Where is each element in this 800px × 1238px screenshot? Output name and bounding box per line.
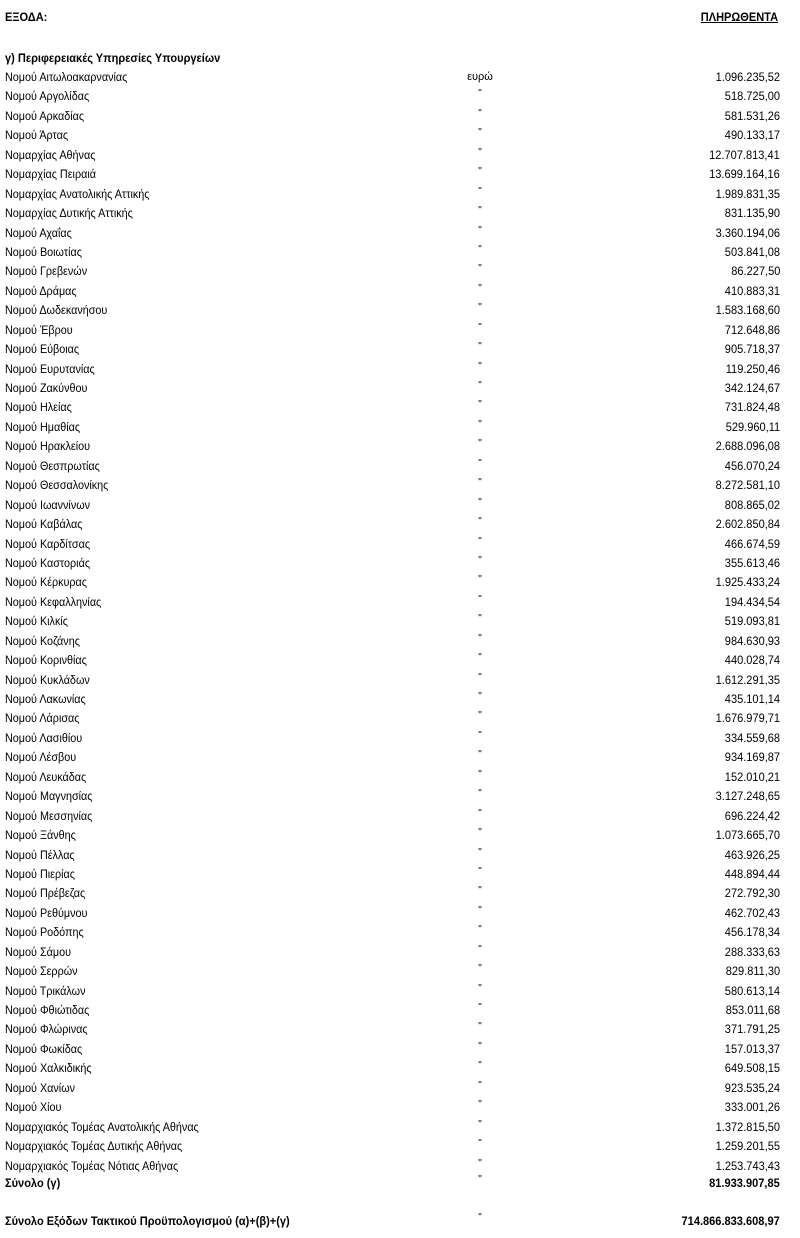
table-row (0, 943, 800, 962)
section-total-unit: " (478, 1174, 482, 1185)
grand-total-row (0, 1211, 800, 1231)
row-amount: 1.096.235,52 (715, 70, 780, 84)
section-total-amount: 81.933.907,85 (709, 1176, 780, 1190)
row-unit: " (478, 477, 482, 489)
row-name: Νομού Γρεβενών (5, 264, 88, 279)
row-unit: " (478, 710, 482, 722)
row-amount: 649.508,15 (724, 1061, 780, 1076)
grand-total-label: Σύνολο Εξόδων Τακτικού Προϋπολογισμού (α)+(β)+(γ) (5, 1214, 290, 1228)
row-unit: " (478, 88, 482, 100)
row-unit: " (478, 282, 482, 294)
row-amount: 435.101,14 (724, 692, 780, 706)
row-name: Νομού Εύβοιας (5, 342, 80, 357)
table-row (0, 496, 800, 515)
table-row (0, 651, 800, 670)
row-amount: 463.926,25 (724, 847, 780, 862)
row-name: Νομού Λάρισας (5, 711, 80, 726)
row-name: Νομού Ηλείας (5, 400, 72, 415)
row-name: Νομού Έβρου (5, 322, 73, 337)
table-row (0, 826, 800, 845)
table-row (0, 204, 800, 223)
row-name: Νομού Κοζάνης (5, 633, 80, 648)
row-amount: 1.676.979,71 (715, 711, 780, 726)
row-name: Νομού Λευκάδας (5, 769, 87, 784)
row-unit: " (478, 1040, 482, 1052)
table-row (0, 748, 800, 767)
table-row (0, 554, 800, 573)
row-amount: 503.841,08 (724, 244, 780, 259)
table-row (0, 768, 800, 787)
row-name: Νομού Λακωνίας (5, 692, 86, 706)
table-row (0, 1137, 800, 1156)
row-amount: 581.531,26 (724, 108, 780, 123)
table-row (0, 243, 800, 262)
row-amount: 731.824,48 (724, 400, 780, 415)
row-name: Νομού Φθιώτιδας (5, 1003, 90, 1017)
row-amount: 8.272.581,10 (715, 478, 780, 493)
row-amount: 1.612.291,35 (715, 672, 780, 687)
table-row (0, 671, 800, 690)
row-name: Νομού Λέσβου (5, 750, 77, 765)
row-name: Νομαρχίας Δυτικής Αττικής (5, 206, 133, 221)
row-unit: " (478, 768, 482, 780)
table-row (0, 1001, 800, 1020)
table-row (0, 1118, 800, 1137)
row-unit: " (478, 982, 482, 994)
row-unit: " (478, 107, 482, 119)
row-unit: " (478, 613, 482, 625)
row-amount: 456.070,24 (724, 458, 780, 473)
row-name: Νομού Κέρκυρας (5, 575, 88, 590)
row-amount: 333.001,26 (724, 1100, 780, 1115)
row-amount: 1.925.433,24 (715, 575, 780, 590)
row-unit: " (478, 1099, 482, 1111)
table-row (0, 146, 800, 165)
table-row (0, 729, 800, 748)
table-row (0, 126, 800, 145)
row-unit: " (478, 146, 482, 158)
table-row (0, 982, 800, 1001)
row-amount: 448.894,44 (724, 866, 780, 881)
table-row (0, 68, 800, 87)
row-name: Νομού Χαλκιδικής (5, 1061, 92, 1076)
row-amount: 410.883,31 (724, 283, 780, 298)
table-row (0, 865, 800, 884)
expenses-heading: ΕΞΟΔΑ: (5, 10, 48, 24)
row-amount: 466.674,59 (724, 536, 780, 551)
row-unit: " (478, 1138, 482, 1150)
row-unit: " (478, 205, 482, 217)
row-name: Νομού Κορινθίας (5, 653, 87, 668)
row-amount: 86.227,50 (730, 264, 780, 279)
row-amount: 529.960,11 (725, 419, 780, 434)
row-amount: 12.707.813,41 (709, 147, 780, 162)
table-row (0, 632, 800, 651)
row-amount: 829.811,30 (725, 964, 780, 979)
row-unit: " (478, 166, 482, 178)
row-amount: 157.013,37 (724, 1041, 780, 1056)
table-row (0, 476, 800, 495)
row-name: Νομού Καστοριάς (5, 555, 91, 570)
row-unit: " (478, 243, 482, 255)
row-amount: 580.613,14 (724, 983, 780, 998)
row-amount: 1.259.201,55 (715, 1139, 780, 1154)
row-name: Νομαρχίας Πειραιά (5, 167, 96, 182)
row-unit: " (478, 418, 482, 430)
row-amount: 518.725,00 (724, 89, 780, 104)
row-unit: " (478, 399, 482, 411)
row-amount: 152.010,21 (724, 769, 780, 784)
row-amount: 440.028,74 (724, 653, 780, 668)
row-unit: " (478, 341, 482, 353)
row-amount: 119.250,46 (725, 361, 780, 376)
row-unit: " (478, 1118, 482, 1130)
row-name: Νομού Κεφαλληνίας (5, 594, 102, 609)
row-name: Νομού Ζακύνθου (5, 381, 88, 395)
row-amount: 905.718,37 (724, 342, 780, 357)
grand-total-amount: 714.866.833.608,97 (681, 1214, 780, 1228)
row-unit: " (478, 1157, 482, 1169)
section-total-label: Σύνολο (γ) (5, 1176, 61, 1190)
table-row (0, 904, 800, 923)
row-amount: 519.093,81 (724, 614, 780, 629)
table-row (0, 593, 800, 612)
row-name: Νομού Σάμου (5, 944, 72, 959)
row-amount: 1.583.168,60 (715, 303, 780, 318)
row-name: Νομού Πιερίας (5, 866, 75, 881)
row-unit: " (478, 691, 482, 702)
table-row (0, 262, 800, 281)
table-row (0, 962, 800, 981)
table-row (0, 690, 800, 709)
row-amount: 1.989.831,35 (715, 186, 780, 201)
table-row (0, 807, 800, 826)
table-row (0, 884, 800, 903)
row-amount: 853.011,68 (725, 1003, 780, 1017)
row-unit: " (478, 652, 482, 664)
row-unit: " (478, 535, 482, 547)
row-name: Νομού Ρεθύμνου (5, 905, 88, 920)
row-amount: 2.688.096,08 (715, 439, 780, 454)
row-name: Νομού Καβάλας (5, 517, 83, 532)
table-row (0, 457, 800, 476)
table-row (0, 360, 800, 379)
table-row (0, 1040, 800, 1059)
row-name: Νομού Αργολίδας (5, 89, 90, 104)
row-unit: " (478, 846, 482, 858)
row-amount: 808.865,02 (724, 497, 780, 512)
row-name: Νομού Αχαΐας (5, 225, 72, 240)
row-unit: " (478, 496, 482, 508)
table-row (0, 321, 800, 340)
row-unit: " (478, 788, 482, 800)
row-name: Νομού Κυκλάδων (5, 672, 90, 687)
table-row (0, 1079, 800, 1098)
row-name: Νομού Ευρυτανίας (5, 361, 95, 376)
table-row (0, 165, 800, 184)
row-amount: 831.135,90 (724, 206, 780, 221)
table-row (0, 923, 800, 942)
row-unit: " (478, 807, 482, 819)
row-unit: ευρώ (467, 71, 493, 83)
row-unit: " (478, 1021, 482, 1033)
row-name: Νομού Λασιθίου (5, 730, 83, 745)
table-row (0, 515, 800, 534)
row-unit: " (478, 865, 482, 877)
table-row (0, 709, 800, 728)
row-amount: 334.559,68 (724, 730, 780, 745)
row-unit: " (478, 924, 482, 936)
table-row (0, 418, 800, 437)
row-amount: 923.535,24 (724, 1080, 780, 1095)
row-amount: 194.434,54 (724, 594, 780, 609)
row-unit: " (478, 457, 482, 469)
row-unit: " (478, 360, 482, 372)
row-unit: " (478, 904, 482, 916)
row-amount: 272.792,30 (724, 886, 780, 901)
table-row (0, 107, 800, 126)
row-name: Νομού Ηρακλείου (5, 439, 91, 454)
row-amount: 288.333,63 (724, 944, 780, 959)
row-amount: 462.702,43 (724, 905, 780, 920)
table-row (0, 535, 800, 554)
row-name: Νομού Ιωαννίνων (5, 497, 91, 512)
table-row (0, 282, 800, 301)
row-unit: " (478, 729, 482, 741)
row-amount: 371.791,25 (724, 1022, 780, 1037)
row-unit: " (478, 554, 482, 566)
row-unit: " (478, 185, 482, 197)
row-amount: 2.602.850,84 (715, 517, 780, 532)
row-amount: 3.127.248,65 (715, 789, 780, 804)
row-unit: " (478, 321, 482, 333)
table-row (0, 301, 800, 320)
row-name: Νομού Καρδίτσας (5, 536, 91, 551)
row-unit: " (478, 438, 482, 450)
section-total-row (0, 1173, 800, 1193)
row-name: Νομαρχιακός Τομέας Ανατολικής Αθήνας (5, 1119, 199, 1134)
row-name: Νομού Ξάνθης (5, 828, 76, 843)
row-name: Νομού Αρκαδίας (5, 108, 85, 123)
row-unit: " (478, 1002, 482, 1013)
row-amount: 712.648,86 (724, 322, 780, 337)
row-name: Νομού Χίου (5, 1100, 62, 1115)
row-name: Νομού Χανίων (5, 1080, 76, 1095)
row-name: Νομού Ροδόπης (5, 925, 84, 940)
row-amount: 696.224,42 (724, 808, 780, 823)
table-row (0, 846, 800, 865)
row-unit: " (478, 671, 482, 683)
row-name: Νομού Σερρών (5, 964, 78, 979)
table-row (0, 87, 800, 106)
row-name: Νομού Πρέβεζας (5, 886, 86, 901)
row-unit: " (478, 749, 482, 761)
table-row (0, 224, 800, 243)
row-name: Νομού Μαγνησίας (5, 789, 93, 804)
row-name: Νομού Πέλλας (5, 847, 75, 862)
row-name: Νομού Φλώρινας (5, 1022, 88, 1037)
row-amount: 490.133,17 (724, 128, 780, 143)
row-amount: 13.699.164,16 (709, 167, 780, 182)
paid-column-heading: ΠΛΗΡΩΘΕΝΤΑ (700, 10, 778, 24)
table-row (0, 340, 800, 359)
row-unit: " (478, 632, 482, 644)
row-name: Νομού Ημαθίας (5, 419, 81, 434)
row-name: Νομαρχιακός Τομέας Νότιας Αθήνας (5, 1158, 179, 1173)
row-unit: " (478, 593, 482, 605)
table-row (0, 787, 800, 806)
row-name: Νομού Φωκίδας (5, 1041, 83, 1056)
section-title: γ) Περιφερειακές Υπηρεσίες Υπουργείων (5, 51, 221, 65)
row-unit: " (478, 963, 482, 975)
row-amount: 342.124,67 (724, 381, 780, 395)
row-name: Νομού Κιλκίς (5, 614, 68, 629)
row-name: Νομαρχίας Ανατολικής Αττικής (5, 186, 150, 201)
row-unit: " (478, 827, 482, 839)
table-row (0, 1059, 800, 1078)
table-row (0, 573, 800, 592)
row-name: Νομού Βοιωτίας (5, 244, 82, 259)
row-name: Νομού Θεσσαλονίκης (5, 478, 109, 493)
row-amount: 1.073.665,70 (715, 828, 780, 843)
table-row (0, 379, 800, 398)
row-unit: " (478, 380, 482, 391)
row-amount: 1.253.743,43 (715, 1158, 780, 1173)
row-name: Νομού Θεσπρωτίας (5, 458, 100, 473)
table-row (0, 398, 800, 417)
row-unit: " (478, 516, 482, 528)
row-name: Νομού Μεσσηνίας (5, 808, 93, 823)
table-row (0, 185, 800, 204)
table-row (0, 612, 800, 631)
table-row (0, 1098, 800, 1117)
row-unit: " (478, 224, 482, 236)
row-name: Νομαρχιακός Τομέας Δυτικής Αθήνας (5, 1139, 183, 1154)
row-unit: " (478, 1060, 482, 1072)
row-unit: " (478, 574, 482, 586)
table-row (0, 1020, 800, 1039)
row-amount: 456.178,34 (724, 925, 780, 940)
row-amount: 934.169,87 (724, 750, 780, 765)
row-name: Νομού Τρικάλων (5, 983, 86, 998)
expense-rows (0, 68, 800, 1176)
row-unit: " (478, 302, 482, 314)
row-amount: 355.613,46 (724, 555, 780, 570)
row-unit: " (478, 885, 482, 897)
row-unit: " (478, 127, 482, 139)
row-amount: 3.360.194,06 (715, 225, 780, 240)
row-unit: " (478, 943, 482, 955)
row-name: Νομού Άρτας (5, 128, 69, 143)
row-unit: " (478, 1079, 482, 1091)
table-row (0, 437, 800, 456)
row-name: Νομού Δράμας (5, 283, 77, 298)
row-name: Νομού Αιτωλοακαρνανίας (5, 70, 128, 84)
row-amount: 1.372.815,50 (715, 1119, 780, 1134)
row-amount: 984.630,93 (724, 633, 780, 648)
row-name: Νομού Δωδεκανήσου (5, 303, 108, 318)
row-unit: " (478, 263, 482, 275)
grand-total-unit: " (478, 1212, 482, 1223)
row-name: Νομαρχίας Αθήνας (5, 147, 96, 162)
